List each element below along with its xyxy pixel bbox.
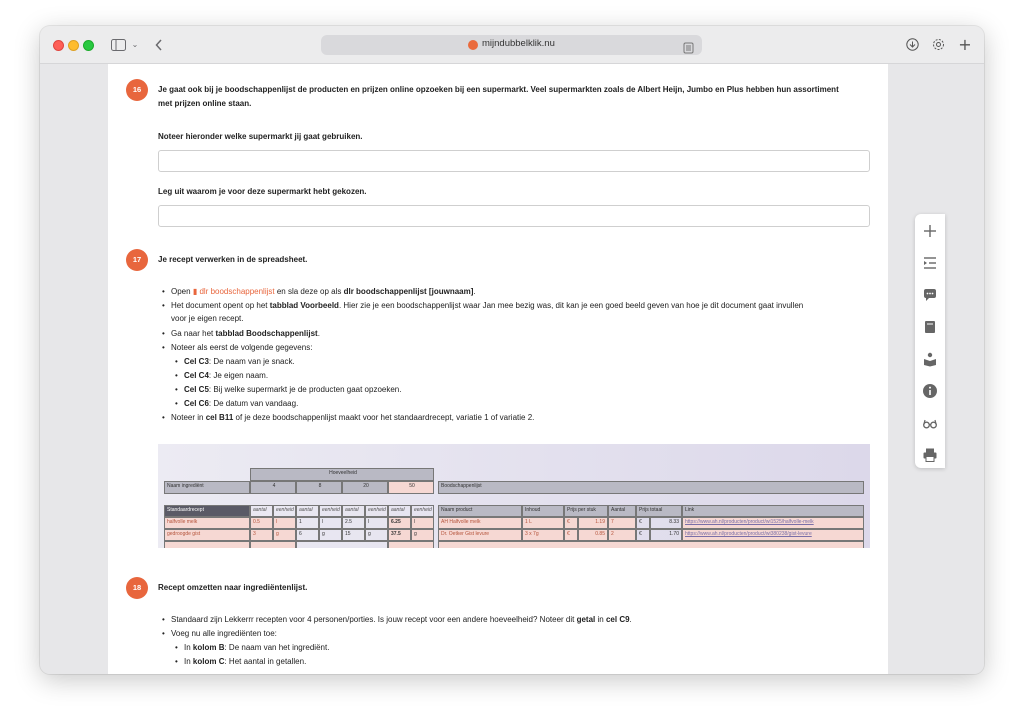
unit-cell: l [319, 517, 342, 529]
supermarket-input[interactable] [158, 150, 870, 172]
bullet-text: en sla deze op als [276, 287, 342, 296]
inhoud-cell: 3 x 7g [522, 529, 564, 541]
ingredient-cell: gedroogde gist [164, 529, 250, 541]
bullet-continuation: voor je eigen recept. [171, 314, 244, 323]
close-window-button[interactable] [53, 40, 64, 51]
bullet-bold-text: dlr boodschappenlijst [jouwnaam] [343, 287, 474, 296]
question-18-title: Recept omzetten naar ingrediëntenlijst. [158, 583, 308, 592]
bullet-bold-text: tabblad Boodschappenlijst [215, 329, 318, 338]
price-cell: 0.85 [578, 529, 608, 541]
standaardrecept-header: Standaardrecept [164, 505, 250, 517]
column-ref: kolom C [192, 657, 225, 666]
list-item [171, 328, 320, 340]
list-item [171, 412, 534, 424]
col-subheader: aantal [250, 505, 273, 517]
back-button[interactable] [153, 36, 165, 54]
spreadsheet-image [158, 444, 870, 548]
amount-cell: 6 [296, 529, 319, 541]
reason-input[interactable] [158, 205, 870, 227]
col-subheader: eenheid [411, 505, 434, 517]
product-link-cell: https://www.ah.nl/producten/product/wi380238/gist-levure [682, 529, 864, 541]
price-cell: 1.19 [578, 517, 608, 529]
question-17-title: Je recept verwerken in de spreadsheet. [158, 255, 308, 264]
bullet-text: . [629, 615, 632, 624]
unit-cell: g [319, 529, 342, 541]
sub-list-item [184, 398, 298, 410]
link-col-header: Link [682, 505, 864, 517]
bullet-text: Noteer in [171, 413, 204, 422]
amount-cell-partial [250, 541, 296, 548]
col-subheader: eenheid [319, 505, 342, 517]
reader-person-icon[interactable] [922, 351, 938, 367]
bullet-text: Open [171, 287, 191, 296]
sub-text: : De datum van vandaag. [208, 399, 299, 408]
currency-cell: € [636, 517, 650, 529]
sub-list-item [184, 370, 268, 382]
settings-gear-icon[interactable] [931, 36, 945, 54]
amount-cell: 15 [342, 529, 365, 541]
ingredient-cell-partial [164, 541, 250, 548]
unit-cell: g [365, 529, 388, 541]
col-subheader: aantal [388, 505, 411, 517]
bullet-text: . [317, 329, 320, 338]
amount-header: 8 [296, 481, 342, 494]
list-item [171, 286, 476, 298]
document-link-label: dlr boodschappenlijst [199, 287, 275, 296]
url-text: mijndubbelklik.nu [482, 38, 555, 49]
cell-ref: Cel C5 [184, 385, 209, 394]
bullet-text: . [473, 287, 476, 296]
page-content [108, 64, 888, 674]
col-subheader: aantal [296, 505, 319, 517]
book-icon[interactable] [922, 319, 938, 335]
aantal-col-header: Aantal [608, 505, 636, 517]
list-item: • Voeg nu alle ingrediënten toe: [171, 628, 277, 640]
quantity-cell: 7 [608, 517, 636, 529]
quantity-cell: 2 [608, 529, 636, 541]
amount-cell-partial [388, 541, 434, 548]
sub-text: : Het aantal in getallen. [224, 657, 307, 666]
prijs-col-header: Prijs per stuk [564, 505, 608, 517]
column-ref: kolom B [192, 643, 225, 652]
amount-cell: 1 [296, 517, 319, 529]
question-number-18: 18 [126, 577, 148, 599]
unit-cell: g [411, 529, 434, 541]
hoeveelheid-header: Hoeveelheid [250, 468, 434, 481]
currency-cell: € [636, 529, 650, 541]
reason-label: Leg uit waarom je voor deze supermarkt hebt gekozen. [158, 187, 367, 196]
amount-cell: 0.5 [250, 517, 273, 529]
bullet-bold-text: tabblad Voorbeeld [269, 301, 339, 310]
total-cell: 8.33 [650, 517, 682, 529]
amount-cell: 2.5 [342, 517, 365, 529]
amount-header: 4 [250, 481, 296, 494]
add-icon[interactable] [922, 223, 938, 239]
question-number-16: 16 [126, 79, 148, 101]
browser-window [40, 26, 984, 674]
amount-cell: 6.25 [388, 517, 411, 529]
cell-ref: Cel C3 [184, 357, 209, 366]
minimize-window-button[interactable] [68, 40, 79, 51]
cell-ref: Cel C6 [184, 399, 209, 408]
sidebar-toggle-icon[interactable] [110, 36, 126, 54]
table-of-contents-icon[interactable] [922, 255, 938, 271]
inhoud-col-header: Inhoud [522, 505, 564, 517]
sub-text: : De naam van het ingrediënt. [224, 643, 330, 652]
product-cell: AH Halfvolle melk [438, 517, 522, 529]
glasses-icon[interactable] [922, 415, 938, 431]
amount-cell: 37.5 [388, 529, 411, 541]
side-toolbar [915, 214, 945, 468]
totaal-col-header: Prijs totaal [636, 505, 682, 517]
download-icon[interactable] [905, 36, 919, 54]
question-number-17: 17 [126, 249, 148, 271]
sub-list-item [184, 384, 401, 396]
page-margin-left [40, 64, 108, 674]
naam-ingredient-header: Naam ingrediënt [164, 481, 250, 494]
supermarket-label: Noteer hieronder welke supermarkt jij gaat gebruiken. [158, 132, 363, 141]
chevron-down-icon[interactable]: ⌄ [131, 40, 139, 49]
document-link[interactable] [193, 287, 275, 296]
amount-header-selected: 50 [388, 481, 434, 494]
col-subheader: eenheid [365, 505, 388, 517]
sub-text: : Je eigen naam. [208, 371, 269, 380]
unit-cell: l [365, 517, 388, 529]
amount-cell: 3 [250, 529, 273, 541]
currency-cell: € [564, 517, 578, 529]
sub-list-item [184, 656, 306, 668]
bullet-text: Het document opent op het [171, 301, 268, 310]
list-item [171, 300, 803, 312]
bullet-bold-text: cel C9 [605, 615, 630, 624]
title-bar [40, 26, 984, 64]
bullet-text: Standaard zijn Lekkerrr recepten voor 4 personen/porties. Is jouw recept voor een andere hoeveelheid? Noteer dit [171, 615, 575, 624]
bullet-bold-text: getal [576, 615, 596, 624]
file-icon: ▮ [192, 287, 198, 296]
sub-text: In [184, 657, 191, 666]
new-tab-plus-icon[interactable]: + [958, 35, 972, 54]
sub-list-item [184, 356, 295, 368]
zoom-window-button[interactable] [83, 40, 94, 51]
info-icon[interactable] [922, 383, 938, 399]
col-subheader: eenheid [273, 505, 296, 517]
product-link-cell: https://www.ah.nl/producten/product/wi1525/halfvolle-melk [682, 517, 864, 529]
bullet-text: . Hier zie je een boodschappenlijst waar Jan mee bezig was, dit kan je een goed beeld geven van hoe je dit document gaat invullen [338, 301, 804, 310]
unit-cell: l [411, 517, 434, 529]
amount-header: 20 [342, 481, 388, 494]
currency-cell: € [564, 529, 578, 541]
ingredient-cell: halfvolle melk [164, 517, 250, 529]
unit-cell: l [273, 517, 296, 529]
bullet-text: Ga naar het [171, 329, 214, 338]
site-favicon-icon [468, 40, 478, 50]
list-item [171, 614, 632, 626]
col-subheader: aantal [342, 505, 365, 517]
product-cell-partial [438, 541, 864, 548]
print-icon[interactable] [922, 447, 938, 463]
sub-text: : Bij welke supermarkt je de producten gaat opzoeken. [208, 385, 402, 394]
question-16-text: Je gaat ook bij je boodschappenlijst de producten en prijzen online opzoeken bij een supermarkt. Veel supermarkten zoals de Albert Heijn, Jumbo en Plus hebben hun assortiment met prijzen online staan. [158, 85, 839, 108]
total-cell: 1.70 [650, 529, 682, 541]
comment-icon[interactable] [922, 287, 938, 303]
list-item: • Noteer als eerst de volgende gegevens: [171, 342, 312, 354]
sub-list-item [184, 642, 329, 654]
address-bar[interactable] [321, 35, 702, 55]
sub-text: In [184, 643, 191, 652]
bullet-text: of je deze boodschappenlijst maakt voor het standaardrecept, variatie 1 of variatie 2. [235, 413, 535, 422]
unit-cell: g [273, 529, 296, 541]
inhoud-cell: 1 L [522, 517, 564, 529]
boodschappenlijst-header: Boodschappenlijst [438, 481, 864, 494]
amount-cell-partial [296, 541, 388, 548]
sub-text: : De naam van je snack. [208, 357, 295, 366]
bullet-bold-text: cel B11 [205, 413, 234, 422]
product-col-header: Naam product [438, 505, 522, 517]
bullet-text: in [597, 615, 604, 624]
product-cell: Dr. Oetker Gist levure [438, 529, 522, 541]
reader-icon[interactable] [683, 39, 694, 51]
cell-ref: Cel C4 [184, 371, 209, 380]
